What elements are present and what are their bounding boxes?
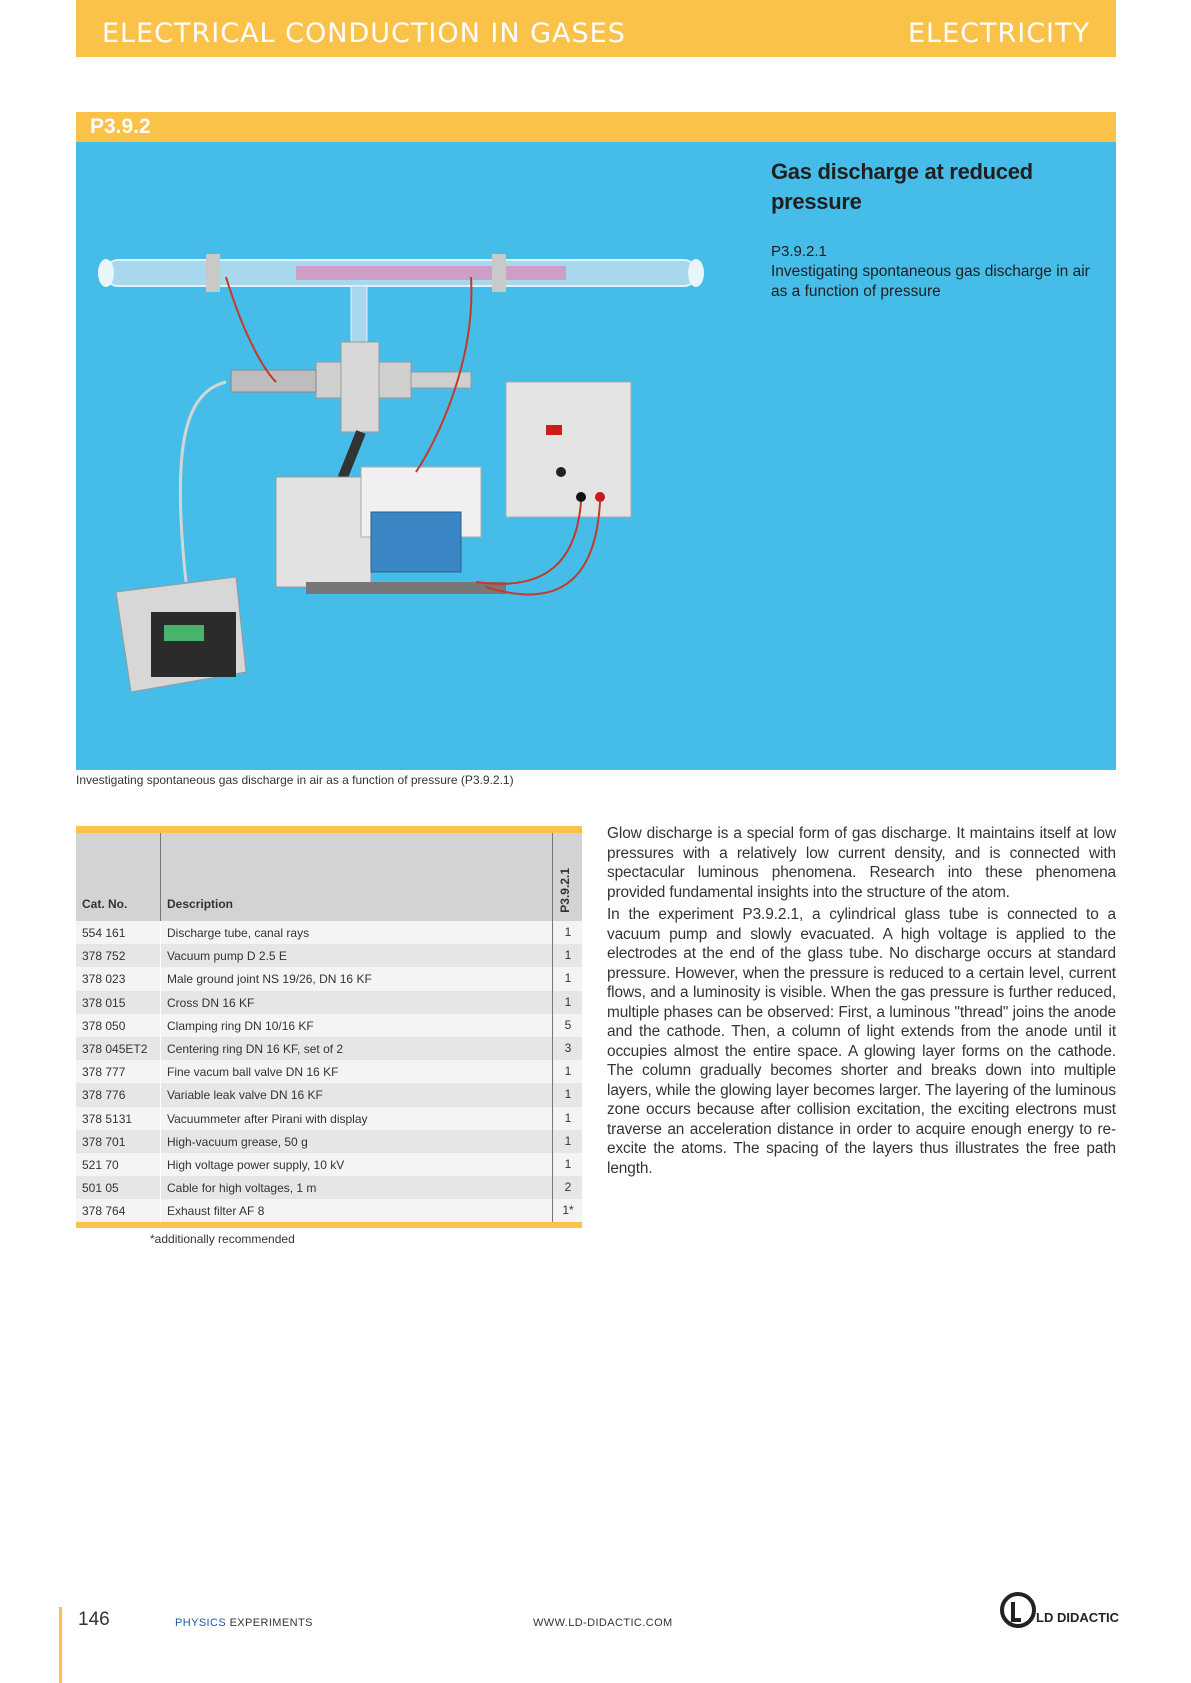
cell-description: High voltage power supply, 10 kV [167,1157,345,1172]
cell-cat-no: 378 776 [82,1088,126,1103]
table-row [76,1107,582,1130]
body-text [607,824,1116,1181]
table-row [76,1083,582,1106]
cell-description: Vacuum pump D 2.5 E [167,949,287,964]
cell-cat-no: 378 701 [82,1134,126,1149]
cell-cat-no: 501 05 [82,1181,119,1196]
row-divider [160,1130,161,1153]
cell-quantity: 1 [552,921,583,944]
cell-cat-no: 378 777 [82,1065,126,1080]
cell-quantity: 1* [552,1199,583,1222]
cell-description: Exhaust filter AF 8 [167,1204,265,1219]
header-bar [76,0,1116,57]
row-divider [160,1176,161,1199]
cell-cat-no: 378 023 [82,972,126,987]
table-bottom-rule [76,1222,582,1228]
cell-quantity: 1 [552,991,583,1014]
row-divider [160,1199,161,1222]
cell-cat-no: 378 015 [82,995,126,1010]
row-divider [160,921,161,944]
header-description: Description [167,897,234,911]
body-paragraph: Glow discharge is a special form of gas discharge. It maintains itself at low pressures with a relatively low current density, and is connected with spectacular luminous phenomena. Research into these phenomena provided fundamental insights into the structure of the atom. [607,825,1116,901]
table-top-rule [76,826,582,833]
table-row [76,1130,582,1153]
cell-quantity: 1 [552,1130,583,1153]
table-row [76,991,582,1014]
category-title: ELECTRICITY [907,18,1090,49]
row-divider [160,1107,161,1130]
row-divider [160,1153,161,1176]
body-paragraph: In the experiment P3.9.2.1, a cylindrical glass tube is connected to a vacuum pump and slowly evacuated. A high voltage is applied to the electrodes at the end of the glass tube. No discharge occurs at standard pressure. However, when the pressure is reduced to a certain level, current flows, and a luminosity is visible. When the gas pressure is further reduced, multiple phases can be observed: First, a luminous "thread" joins the anode and the cathode. Then, a column of light extends from the anode until it occupies almost the entire space. A glowing layer forms on the cathode. The column gradually becomes shorter and breaks down into multiple layers, while the glowing layer becomes larger. The layering of the luminous zone occurs because after collision excitation, the exciting electrons must traverse an acceleration distance in order to acquire enough energy to re-excite the atoms. The spacing of the layers thus illustrates the free path length. [607,906,1116,1177]
cell-cat-no: 378 045ET2 [82,1041,148,1056]
header-divider [160,833,161,921]
cell-quantity: 1 [552,1060,583,1083]
logo-mark-icon [998,1590,1038,1630]
table-row [76,967,582,990]
table-row [76,1199,582,1222]
cell-quantity: 3 [552,1037,583,1060]
experiment-bar [76,112,1116,142]
equipment-table [76,826,582,1228]
page-number: 146 [78,1609,110,1630]
cell-description: Vacuummeter after Pirani with display [167,1111,368,1126]
experiment-title: Gas discharge at reduced pressure [771,159,1033,214]
table-row [76,921,582,944]
cell-description: Cross DN 16 KF [167,995,255,1010]
table-row [76,1153,582,1176]
row-divider [160,1014,161,1037]
cell-cat-no: 378 5131 [82,1111,133,1126]
table-row [76,1060,582,1083]
cell-cat-no: 378 050 [82,1018,126,1033]
header-experiment-label: P3.9.2.1 [558,868,572,913]
table-header [76,833,582,921]
footer-series-experiments: EXPERIMENTS [229,1617,313,1629]
sub-experiment-code: P3.9.2.1 [771,243,827,260]
table-row [76,1176,582,1199]
cell-description: High-vacuum grease, 50 g [167,1134,308,1149]
cell-description: Discharge tube, canal rays [167,926,310,940]
cell-description: Centering ring DN 16 KF, set of 2 [167,1041,344,1056]
table-footnote: *additionally recommended [150,1232,295,1246]
cell-quantity: 5 [552,1014,583,1037]
cell-quantity: 1 [552,944,583,967]
cell-cat-no: 521 70 [82,1157,119,1172]
cell-quantity: 1 [552,1153,583,1176]
footer-series [175,1617,313,1629]
row-divider [160,967,161,990]
section-title: ELECTRICAL CONDUCTION IN GASES [102,18,626,49]
cell-description: Cable for high voltages, 1 m [167,1181,317,1196]
cell-cat-no: 554 161 [82,926,126,940]
photo-caption: Investigating spontaneous gas discharge in air as a function of pressure (P3.9.2.1) [76,773,514,787]
header-experiment-column [552,833,583,921]
cell-description: Variable leak valve DN 16 KF [167,1088,323,1103]
row-divider [160,1037,161,1060]
table-row [76,1014,582,1037]
row-divider [160,1060,161,1083]
row-divider [160,944,161,967]
row-divider [160,1083,161,1106]
apparatus-illustration [76,142,1116,770]
logo-text: LD DIDACTIC [1036,1610,1120,1625]
cell-cat-no: 378 764 [82,1204,126,1219]
cell-quantity: 1 [552,1083,583,1106]
sub-experiment-title: Investigating spontaneous gas discharge in air as a function of pressure [771,263,1090,300]
table-row [76,944,582,967]
cell-quantity: 2 [552,1176,583,1199]
row-divider [160,991,161,1014]
cell-description: Fine vacum ball valve DN 16 KF [167,1065,339,1080]
cell-description: Male ground joint NS 19/26, DN 16 KF [167,972,372,987]
cell-quantity: 1 [552,1107,583,1130]
table-row [76,1037,582,1060]
experiment-code: P3.9.2 [90,115,151,138]
ld-didactic-logo [998,1590,1120,1630]
footer-series-physics: PHYSICS [175,1617,227,1629]
cell-description: Clamping ring DN 10/16 KF [167,1018,314,1033]
footer-url: WWW.LD-DIDACTIC.COM [533,1617,673,1629]
header-cat-no: Cat. No. [82,897,128,911]
footer-accent-line [59,1607,62,1683]
cell-cat-no: 378 752 [82,949,126,964]
experiment-photo [76,142,1116,770]
cell-quantity: 1 [552,967,583,990]
